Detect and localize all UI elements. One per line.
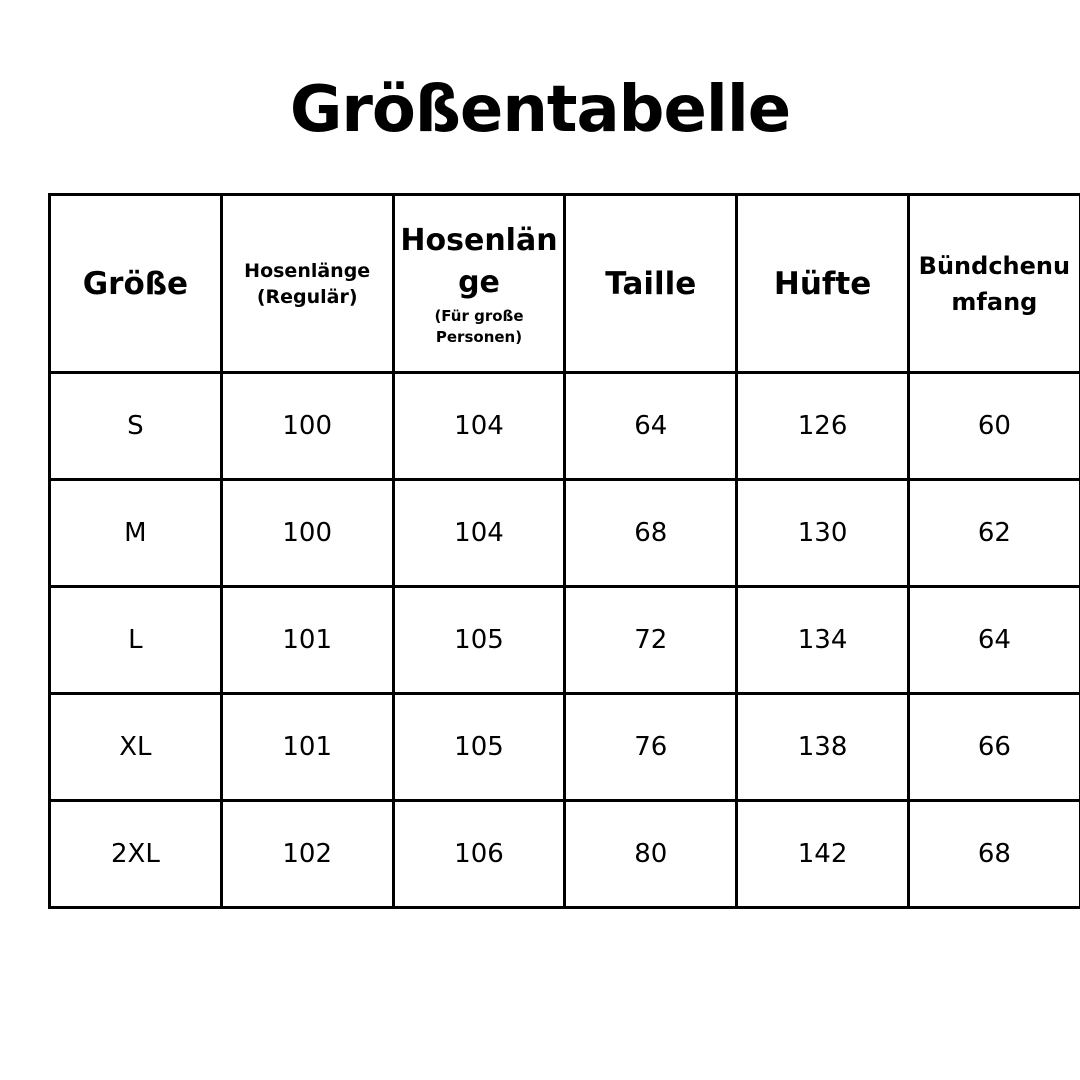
header-waist — [565, 195, 737, 373]
cell-cuff: 64 — [908, 587, 1080, 694]
cell-cuff: 68 — [908, 801, 1080, 908]
cell-length-regular: 101 — [221, 587, 393, 694]
table-row — [50, 480, 1080, 587]
cell-length-tall: 104 — [393, 480, 565, 587]
cell-hip: 134 — [737, 587, 909, 694]
cell-length-tall: 104 — [393, 373, 565, 480]
cell-cuff: 66 — [908, 694, 1080, 801]
cell-length-tall: 105 — [393, 694, 565, 801]
cell-size: XL — [50, 694, 222, 801]
table-row — [50, 801, 1080, 908]
header-hip — [737, 195, 909, 373]
header-sublabel: (Für große Personen) — [434, 306, 524, 346]
cell-length-regular: 101 — [221, 694, 393, 801]
header-length-regular — [221, 195, 393, 373]
table-header-row — [50, 195, 1080, 373]
table-row — [50, 373, 1080, 480]
cell-waist: 80 — [565, 801, 737, 908]
header-size — [50, 195, 222, 373]
header-label: Taille — [605, 265, 697, 302]
cell-cuff: 60 — [908, 373, 1080, 480]
cell-size: M — [50, 480, 222, 587]
page-title: Größentabelle — [289, 73, 791, 147]
header-label: Größe — [82, 265, 189, 302]
header-label: Hüfte — [773, 265, 872, 302]
cell-waist: 72 — [565, 587, 737, 694]
cell-hip: 138 — [737, 694, 909, 801]
cell-size: L — [50, 587, 222, 694]
cell-hip: 126 — [737, 373, 909, 480]
cell-size: S — [50, 373, 222, 480]
cell-waist: 76 — [565, 694, 737, 801]
cell-length-regular: 100 — [221, 480, 393, 587]
cell-length-regular: 100 — [221, 373, 393, 480]
header-label: Hosenlänge (Regulär) — [244, 259, 371, 308]
cell-cuff: 62 — [908, 480, 1080, 587]
header-cuff-circumference — [908, 195, 1080, 373]
header-label: Hosenlänge — [400, 222, 558, 300]
header-length-tall — [393, 195, 565, 373]
cell-length-regular: 102 — [221, 801, 393, 908]
size-table — [48, 193, 1080, 909]
cell-length-tall: 106 — [393, 801, 565, 908]
table-row — [50, 587, 1080, 694]
cell-length-tall: 105 — [393, 587, 565, 694]
cell-waist: 64 — [565, 373, 737, 480]
table-row — [50, 694, 1080, 801]
cell-hip: 142 — [737, 801, 909, 908]
cell-waist: 68 — [565, 480, 737, 587]
cell-hip: 130 — [737, 480, 909, 587]
header-label: Bündchenumfang — [918, 251, 1071, 316]
cell-size: 2XL — [50, 801, 222, 908]
